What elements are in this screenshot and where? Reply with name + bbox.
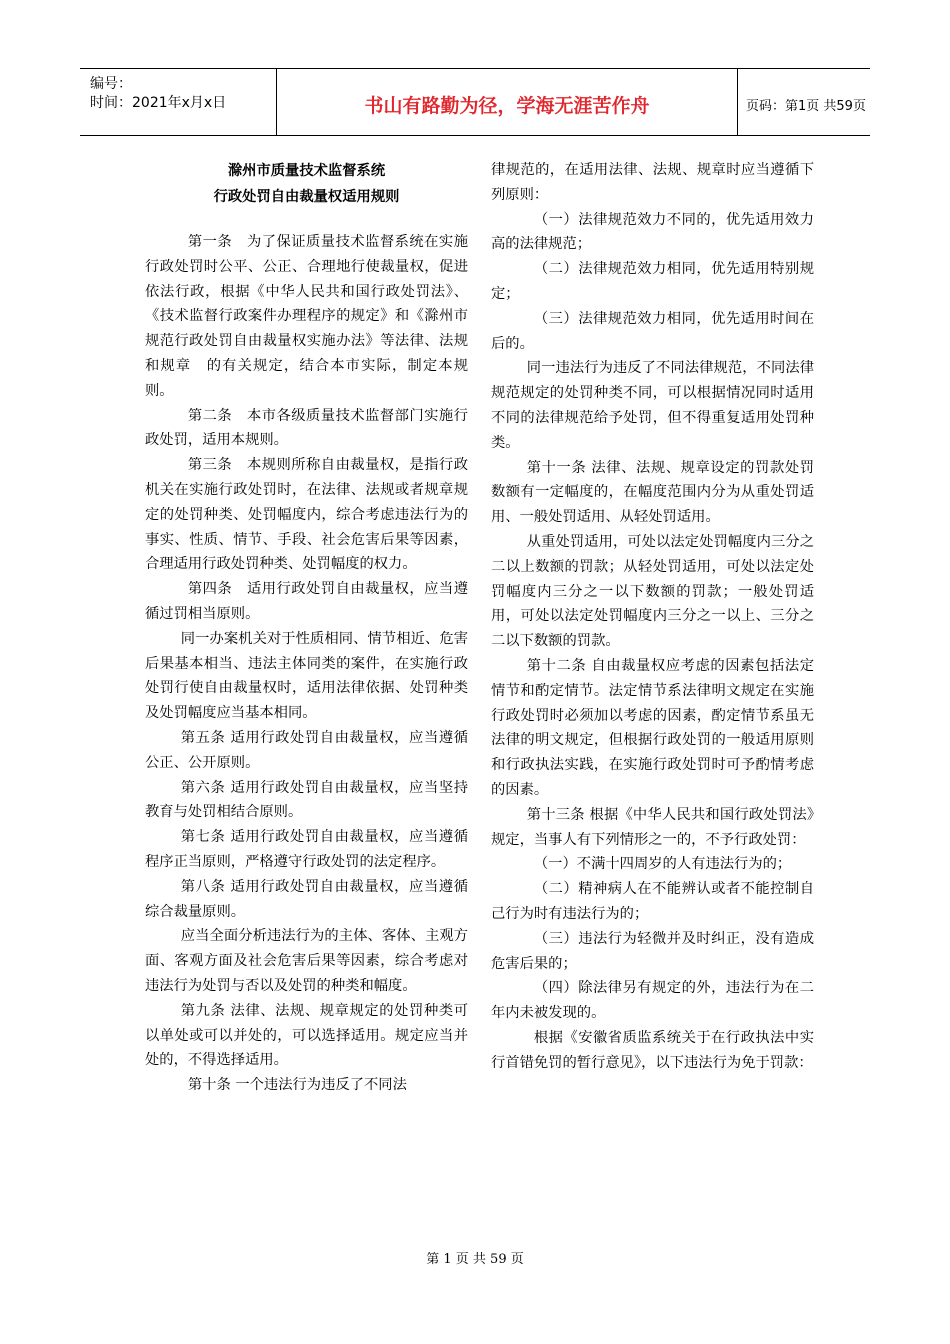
article-clause: （一）法律规范效力不同的，优先适用效力高的法律规范； [491,211,814,253]
page-footer: 第 1 页 共 59 页 [426,1252,524,1267]
article-paragraph: 第十条 一个违法行为违反了不同法 [187,1077,407,1094]
article-paragraph: 律规范的，在适用法律、法规、规章时应当遵循下列原则： [491,162,814,203]
header-meta-cell [80,69,277,135]
document-time-label: 时间：2021年x月x日 [90,95,227,111]
header-motto: 书山有路勤为径，学海无涯苦作舟 [364,95,650,117]
document-title-line1: 滁州市质量技术监督系统 [227,163,386,179]
article-clause: （三）违法行为轻微并及时纠正，没有造成危害后果的； [491,930,814,972]
article-paragraph: 第十一条 法律、法规、规章设定的罚款处罚数额有一定幅度的，在幅度范围内分为从重处罚适用、一般处罚适用、从轻处罚适用。 [491,459,814,526]
article-paragraph: 第九条 法律、法规、规章规定的处罚种类可以单处或可以并处的，可以选择适用。规定应当并处的，不得选择适用。 [145,1002,468,1069]
article-paragraph: 第十二条 自由裁量权应考虑的因素包括法定情节和酌定情节。法定情节系法律明文规定在实施行政处罚时必须加以考虑的因素，酌定情节系虽无法律的明文规定，但根据行政处罚的一般适用原则和行政执法实践，在实施行政处罚时可予酌情考虑的因素。 [491,657,814,798]
right-column [491,158,814,1075]
article-clause: （二）法律规范效力相同，优先适用特别规定； [491,261,814,302]
article-paragraph: 第二条 本市各级质量技术监督部门实施行政处罚，适用本规则。 [145,407,468,449]
article-paragraph: 应当全面分析违法行为的主体、客体、主观方面、客观方面及社会危害后果等因素，综合考虑对违法行为处罚与否以及处罚的种类和幅度。 [145,928,468,994]
article-paragraph: 第六条 适用行政处罚自由裁量权，应当坚持教育与处罚相结合原则。 [145,779,468,821]
article-paragraph: 从重处罚适用，可处以法定处罚幅度内三分之二以上数额的罚款；从轻处罚适用，可处以法定处罚幅度内三分之一以下数额的罚款；一般处罚适用，可处以法定处罚幅度内三分之一以上、三分之二以下数额的罚款。 [491,533,814,650]
article-paragraph: 第四条 适用行政处罚自由裁量权，应当遵循过罚相当原则。 [145,581,468,622]
header-page-cell [738,69,870,135]
document-title-line2: 行政处罚自由裁量权适用规则 [213,189,400,205]
article-clause: （三）法律规范效力相同，优先适用时间在后的。 [491,310,814,352]
document-number-label: 编号： [90,76,132,92]
left-column [145,158,468,1098]
article-clause: （一）不满十四周岁的人有违法行为的； [533,856,792,873]
article-paragraph: 第七条 适用行政处罚自由裁量权，应当遵循程序正当原则，严格遵守行政处罚的法定程序。 [145,829,468,870]
article-paragraph: 同一违法行为违反了不同法律规范，不同法律规范规定的处罚种类不同，可以根据情况同时适用不同的法律规范给予处罚，但不得重复适用处罚种类。 [491,360,814,451]
article-paragraph: 第三条 本规则所称自由裁量权，是指行政机关在实施行政处罚时，在法律、法规或者规章规定的处罚种类、处罚幅度内，综合考虑违法行为的事实、性质、情节、手段、社会危害后果等因素，合理适用行政处罚种类、处罚幅度的权力。 [145,457,468,573]
page-header [80,68,870,136]
article-paragraph: 根据《安徽省质监系统关于在行政执法中实行首错免罚的暂行意见》，以下违法行为免于罚款： [491,1029,814,1071]
article-paragraph: 第八条 适用行政处罚自由裁量权，应当遵循综合裁量原则。 [145,878,468,920]
article-paragraph: 第五条 适用行政处罚自由裁量权，应当遵循公正、公开原则。 [145,729,468,771]
article-clause: （二）精神病人在不能辨认或者不能控制自己行为时有违法行为的； [491,881,814,922]
article-paragraph: 同一办案机关对于性质相同、情节相近、危害后果基本相当、违法主体同类的案件，在实施行政处罚行使自由裁量权时，适用法律依据、处罚种类及处罚幅度应当基本相同。 [145,630,468,722]
article-clause: （四）除法律另有规定的外，违法行为在二年内未被发现的。 [491,980,814,1022]
header-page-info: 页码：第1页 共59页 [746,99,866,114]
article-paragraph: 第十三条 根据《中华人民共和国行政处罚法》规定，当事人有下列情形之一的，不予行政处罚： [491,806,814,848]
article-paragraph: 第一条 为了保证质量技术监督系统在实施行政处罚时公平、公正、合理地行使裁量权，促进依法行政，根据《中华人民共和国行政处罚法》、《技术监督行政案件办理程序的规定》和《滁州市规范行政处罚自由裁量权实施办法》等法律、法规和规章 的有关规定，结合本市实际，制定本规则。 [145,234,468,399]
header-motto-cell [277,69,738,135]
